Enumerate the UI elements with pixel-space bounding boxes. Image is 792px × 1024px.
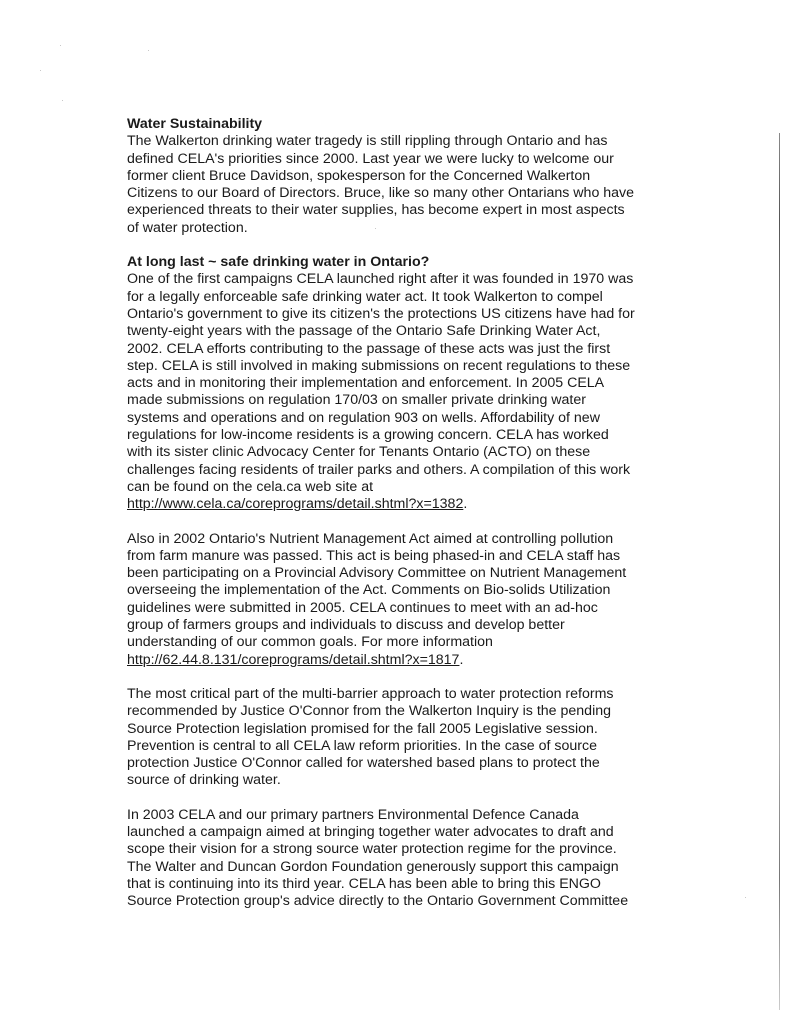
link-line [127, 652, 707, 669]
margin-rule [779, 133, 780, 1010]
text-line: Source Protection group's advice directly to the Ontario Government Committee [127, 893, 629, 910]
paragraph [127, 807, 707, 911]
paragraph [127, 531, 707, 669]
text-line: been participating on a Provincial Advisory Committee on Nutrient Management [127, 565, 627, 582]
text-line: of water protection. [127, 219, 248, 236]
text-line: The Walkerton drinking water tragedy is still rippling through Ontario and has [127, 133, 608, 150]
text-line: systems and operations and on regulation 903 on wells. Affordability of new [127, 409, 600, 426]
cela-coreprograms-link[interactable]: http://www.cela.ca/coreprograms/detail.shtml?x=1382 [127, 496, 464, 513]
paragraph-spacer [127, 790, 707, 807]
text-line: overseeing the implementation of the Act. Comments on Bio-solids Utilization [127, 582, 611, 599]
scan-speck [40, 70, 41, 71]
link-suffix: . [459, 651, 464, 668]
text-line: launched a campaign aimed at bringing together water advocates to draft and [127, 823, 614, 840]
section-water-sustainability [127, 116, 707, 237]
text-line: group of farmers groups and individuals to discuss and develop better [127, 617, 565, 634]
section-safe-drinking-water [127, 254, 707, 910]
scan-speck [375, 228, 376, 229]
paragraph-spacer [127, 669, 707, 686]
text-line: In 2003 CELA and our primary partners Environmental Defence Canada [127, 806, 579, 823]
text-line: Also in 2002 Ontario's Nutrient Management Act aimed at controlling pollution [127, 530, 614, 547]
link-suffix: . [463, 496, 468, 513]
text-line: regulations for low-income residents is a growing concern. CELA has worked [127, 427, 609, 444]
text-line: The Walter and Duncan Gordon Foundation generously support this campaign [127, 858, 619, 875]
text-line: experienced threats to their water supplies, has become expert in most aspects [127, 202, 625, 219]
text-line: 2002. CELA efforts contributing to the passage of these acts was just the first [127, 340, 611, 357]
text-line: that is continuing into its third year. CELA has been able to bring this ENGO [127, 875, 601, 892]
text-line: challenges facing residents of trailer parks and others. A compilation of this work [127, 461, 631, 478]
text-line: defined CELA's priorities since 2000. Last year we were lucky to welcome our [127, 150, 614, 167]
text-line: step. CELA is still involved in making submissions on recent regulations to these [127, 357, 631, 374]
paragraph [127, 271, 707, 513]
paragraph [127, 133, 707, 237]
text-line: recommended by Justice O'Connor from the Walkerton Inquiry is the pending [127, 703, 612, 720]
text-line: protection Justice O'Connor called for watershed based plans to protect the [127, 755, 600, 772]
text-line: can be found on the cela.ca web site at [127, 478, 374, 495]
scan-speck [60, 45, 61, 46]
document-page [127, 116, 707, 910]
scan-speck [745, 897, 746, 898]
nutrient-management-link[interactable]: http://62.44.8.131/coreprograms/detail.shtml?x=1817 [127, 651, 460, 668]
text-line: with its sister clinic Advocacy Center for Tenants Ontario (ACTO) on these [127, 444, 591, 461]
text-line: Citizens to our Board of Directors. Bruce, like so many other Ontarians who have [127, 185, 635, 202]
paragraph-spacer [127, 237, 707, 254]
text-line: former client Bruce Davidson, spokesperson for the Concerned Walkerton [127, 167, 591, 184]
scan-speck [62, 100, 63, 101]
text-line: made submissions on regulation 170/03 on smaller private drinking water [127, 392, 586, 409]
text-line: The most critical part of the multi-barrier approach to water protection reforms [127, 685, 614, 702]
text-line: for a legally enforceable safe drinking water act. It took Walkerton to compel [127, 288, 603, 305]
text-line: twenty-eight years with the passage of the Ontario Safe Drinking Water Act, [127, 323, 601, 340]
text-line: Source Protection legislation promised for the fall 2005 Legislative session. [127, 720, 598, 737]
section-heading: At long last ~ safe drinking water in Ontario? [127, 254, 430, 271]
text-line: understanding of our common goals. For more information [127, 634, 493, 651]
scan-speck [148, 50, 149, 51]
text-line: Prevention is central to all CELA law reform priorities. In the case of source [127, 737, 597, 754]
link-line [127, 496, 707, 513]
text-line: Ontario's government to give its citizen's the protections US citizens have had for [127, 305, 635, 322]
paragraph-spacer [127, 514, 707, 531]
text-line: One of the first campaigns CELA launched right after it was founded in 1970 was [127, 271, 634, 288]
paragraph [127, 686, 707, 790]
text-line: from farm manure was passed. This act is being phased-in and CELA staff has [127, 547, 621, 564]
section-heading: Water Sustainability [127, 116, 263, 132]
text-line: scope their vision for a strong source water protection regime for the province. [127, 841, 617, 858]
text-line: guidelines were submitted in 2005. CELA continues to meet with an ad-hoc [127, 599, 598, 616]
text-line: source of drinking water. [127, 772, 281, 789]
text-line: acts and in monitoring their implementation and enforcement. In 2005 CELA [127, 375, 605, 392]
